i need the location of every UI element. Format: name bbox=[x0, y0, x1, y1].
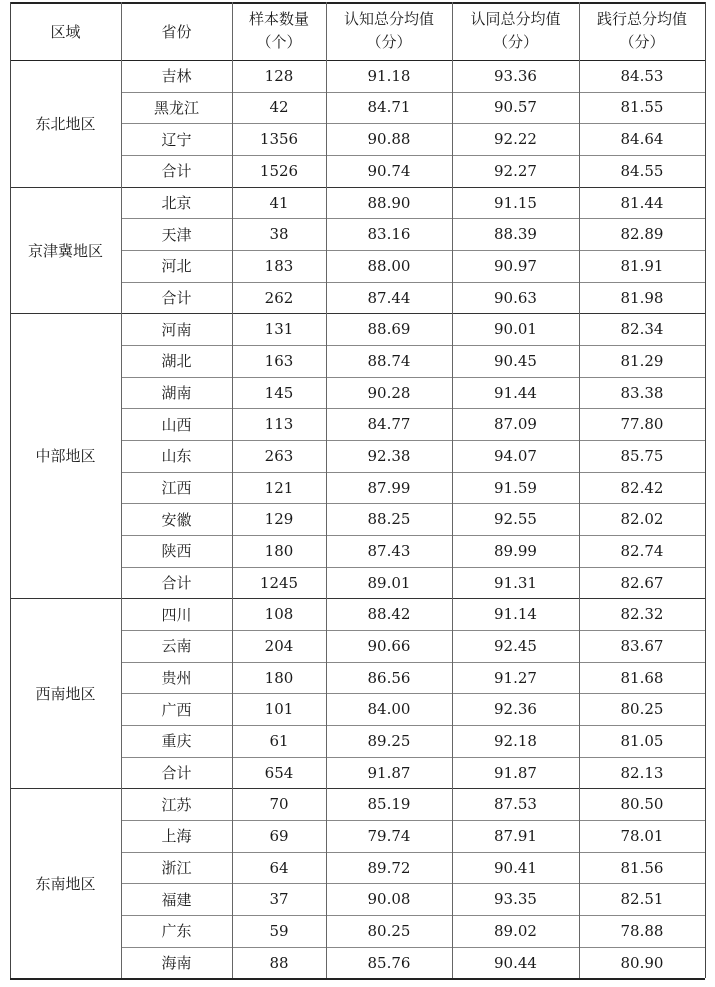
cognition-score-cell: 90.66 bbox=[367, 636, 411, 655]
province-cell: 广东 bbox=[161, 922, 192, 941]
identity-score-cell: 90.41 bbox=[494, 858, 537, 877]
header-identity-score-unit: （分） bbox=[492, 33, 538, 51]
province-cell: 合计 bbox=[161, 162, 192, 181]
table-top-border bbox=[10, 2, 705, 4]
identity-score-cell: 91.14 bbox=[494, 605, 537, 624]
column-divider bbox=[326, 2, 327, 978]
identity-score-cell: 91.27 bbox=[494, 668, 537, 687]
sample-count-cell: 41 bbox=[269, 193, 289, 212]
practice-score-cell: 81.56 bbox=[620, 858, 664, 877]
header-sample-count-unit: （个） bbox=[256, 33, 302, 51]
identity-score-cell: 93.36 bbox=[494, 66, 537, 85]
sample-count-cell: 64 bbox=[269, 858, 289, 877]
province-cell: 吉林 bbox=[161, 67, 192, 86]
cognition-score-cell: 88.74 bbox=[367, 351, 411, 370]
practice-score-cell: 83.38 bbox=[620, 383, 664, 402]
cognition-score-cell: 88.69 bbox=[367, 320, 411, 339]
cognition-score-cell: 90.08 bbox=[367, 890, 411, 909]
identity-score-cell: 92.22 bbox=[494, 130, 537, 149]
cognition-score-cell: 91.18 bbox=[367, 66, 411, 85]
practice-score-cell: 81.68 bbox=[620, 668, 664, 687]
practice-score-cell: 78.88 bbox=[620, 921, 664, 940]
identity-score-cell: 90.63 bbox=[494, 288, 537, 307]
practice-score-cell: 77.80 bbox=[620, 415, 664, 434]
sample-count-cell: 1245 bbox=[259, 573, 299, 592]
header-cognition-score-line1: 认知总分均值 bbox=[343, 10, 434, 28]
identity-score-cell: 91.87 bbox=[494, 763, 537, 782]
header-sample-count-line1: 样本数量 bbox=[248, 10, 309, 28]
province-cell: 黑龙江 bbox=[153, 98, 199, 117]
province-cell: 上海 bbox=[161, 827, 192, 846]
sample-count-cell: 88 bbox=[269, 953, 289, 972]
column-divider bbox=[121, 2, 122, 978]
cognition-score-cell: 89.25 bbox=[367, 731, 411, 750]
sample-count-cell: 69 bbox=[269, 826, 289, 845]
identity-score-cell: 92.55 bbox=[494, 510, 537, 529]
sample-count-cell: 42 bbox=[269, 98, 289, 117]
region-cell: 中部地区 bbox=[35, 447, 96, 466]
identity-score-cell: 93.35 bbox=[494, 890, 537, 909]
header-cognition-score-unit: （分） bbox=[366, 33, 412, 51]
sample-count-cell: 654 bbox=[264, 763, 294, 782]
sample-count-cell: 204 bbox=[264, 636, 294, 655]
identity-score-cell: 91.15 bbox=[494, 193, 537, 212]
identity-score-cell: 87.09 bbox=[494, 415, 537, 434]
column-divider bbox=[452, 2, 453, 978]
sample-count-cell: 38 bbox=[269, 225, 289, 244]
identity-score-cell: 90.44 bbox=[494, 953, 537, 972]
sample-count-cell: 131 bbox=[264, 320, 294, 339]
province-cell: 山东 bbox=[161, 447, 192, 466]
practice-score-cell: 84.64 bbox=[620, 130, 664, 149]
identity-score-cell: 87.53 bbox=[494, 795, 537, 814]
cognition-score-cell: 90.28 bbox=[367, 383, 411, 402]
region-cell: 东南地区 bbox=[35, 874, 96, 893]
sample-count-cell: 101 bbox=[264, 700, 294, 719]
cognition-score-cell: 86.56 bbox=[367, 668, 411, 687]
header-identity-score bbox=[452, 2, 579, 60]
identity-score-cell: 89.02 bbox=[494, 921, 537, 940]
cognition-score-cell: 85.19 bbox=[367, 795, 411, 814]
cognition-score-cell: 87.43 bbox=[367, 541, 411, 560]
sample-count-cell: 1526 bbox=[259, 161, 299, 180]
province-cell: 辽宁 bbox=[161, 130, 192, 149]
header-identity-score-line1: 认同总分均值 bbox=[470, 10, 561, 28]
header-practice-score-line1: 践行总分均值 bbox=[596, 10, 687, 28]
practice-score-cell: 82.32 bbox=[620, 605, 664, 624]
province-cell: 山西 bbox=[161, 415, 192, 434]
column-divider bbox=[232, 2, 233, 978]
cognition-score-cell: 79.74 bbox=[367, 826, 411, 845]
practice-score-cell: 84.55 bbox=[620, 161, 664, 180]
practice-score-cell: 81.44 bbox=[620, 193, 664, 212]
province-cell: 河北 bbox=[161, 257, 192, 276]
province-cell: 福建 bbox=[161, 890, 192, 909]
identity-score-cell: 94.07 bbox=[494, 446, 537, 465]
region-cell: 东北地区 bbox=[35, 114, 96, 133]
sample-count-cell: 128 bbox=[264, 66, 294, 85]
header-cognition-score bbox=[326, 2, 452, 60]
practice-score-cell: 82.13 bbox=[620, 763, 664, 782]
cognition-score-cell: 85.76 bbox=[367, 953, 411, 972]
column-divider bbox=[10, 2, 11, 978]
province-cell: 四川 bbox=[161, 605, 192, 624]
cognition-score-cell: 87.99 bbox=[367, 478, 411, 497]
practice-score-cell: 83.67 bbox=[620, 636, 664, 655]
identity-score-cell: 92.36 bbox=[494, 700, 537, 719]
sample-count-cell: 121 bbox=[264, 478, 294, 497]
province-cell: 合计 bbox=[161, 574, 192, 593]
header-province: 省份 bbox=[161, 22, 192, 41]
header-sample-count bbox=[232, 2, 326, 60]
practice-score-cell: 84.53 bbox=[620, 66, 664, 85]
cognition-score-cell: 88.25 bbox=[367, 510, 411, 529]
practice-score-cell: 85.75 bbox=[620, 446, 664, 465]
identity-score-cell: 92.18 bbox=[494, 731, 537, 750]
sample-count-cell: 163 bbox=[264, 351, 294, 370]
identity-score-cell: 91.31 bbox=[494, 573, 537, 592]
header-practice-score-unit: （分） bbox=[619, 33, 665, 51]
province-cell: 陕西 bbox=[161, 542, 192, 561]
sample-count-cell: 180 bbox=[264, 668, 294, 687]
province-cell: 湖南 bbox=[161, 384, 192, 403]
sample-count-cell: 59 bbox=[269, 921, 289, 940]
province-cell: 江西 bbox=[161, 479, 192, 498]
identity-score-cell: 87.91 bbox=[494, 826, 537, 845]
cognition-score-cell: 88.42 bbox=[367, 605, 411, 624]
cognition-score-cell: 84.71 bbox=[367, 98, 411, 117]
sample-count-cell: 1356 bbox=[259, 130, 299, 149]
cognition-score-cell: 91.87 bbox=[367, 763, 411, 782]
cognition-score-cell: 88.00 bbox=[367, 256, 411, 275]
identity-score-cell: 91.59 bbox=[494, 478, 537, 497]
cognition-score-cell: 92.38 bbox=[367, 446, 411, 465]
sample-count-cell: 145 bbox=[264, 383, 294, 402]
province-cell: 浙江 bbox=[161, 859, 192, 878]
province-cell: 重庆 bbox=[161, 732, 192, 751]
cognition-score-cell: 87.44 bbox=[367, 288, 411, 307]
cognition-score-cell: 90.88 bbox=[367, 130, 411, 149]
sample-count-cell: 113 bbox=[264, 415, 294, 434]
province-cell: 广西 bbox=[161, 700, 192, 719]
practice-score-cell: 78.01 bbox=[620, 826, 664, 845]
practice-score-cell: 82.74 bbox=[620, 541, 664, 560]
practice-score-cell: 80.25 bbox=[620, 700, 664, 719]
cognition-score-cell: 89.72 bbox=[367, 858, 411, 877]
cognition-score-cell: 90.74 bbox=[367, 161, 411, 180]
header-region: 区域 bbox=[50, 22, 81, 41]
practice-score-cell: 81.98 bbox=[620, 288, 664, 307]
province-cell: 云南 bbox=[161, 637, 192, 656]
cognition-score-cell: 84.00 bbox=[367, 700, 411, 719]
sample-count-cell: 37 bbox=[269, 890, 289, 909]
identity-score-cell: 90.97 bbox=[494, 256, 537, 275]
practice-score-cell: 82.02 bbox=[620, 510, 664, 529]
sample-count-cell: 263 bbox=[264, 446, 294, 465]
identity-score-cell: 90.57 bbox=[494, 98, 537, 117]
practice-score-cell: 81.29 bbox=[620, 351, 664, 370]
cognition-score-cell: 88.90 bbox=[367, 193, 411, 212]
practice-score-cell: 82.67 bbox=[620, 573, 664, 592]
identity-score-cell: 92.45 bbox=[494, 636, 537, 655]
practice-score-cell: 81.05 bbox=[620, 731, 664, 750]
table-bottom-border bbox=[10, 978, 705, 980]
cognition-score-cell: 80.25 bbox=[367, 921, 411, 940]
identity-score-cell: 88.39 bbox=[494, 225, 537, 244]
identity-score-cell: 91.44 bbox=[494, 383, 537, 402]
header-practice-score bbox=[579, 2, 705, 60]
province-cell: 海南 bbox=[161, 954, 192, 973]
province-cell: 河南 bbox=[161, 320, 192, 339]
sample-count-cell: 108 bbox=[264, 605, 294, 624]
sample-count-cell: 129 bbox=[264, 510, 294, 529]
province-cell: 北京 bbox=[161, 194, 192, 212]
sample-count-cell: 183 bbox=[264, 256, 294, 275]
sample-count-cell: 262 bbox=[264, 288, 294, 307]
region-cell: 京津冀地区 bbox=[27, 241, 103, 260]
province-cell: 贵州 bbox=[161, 669, 192, 688]
cognition-score-cell: 83.16 bbox=[367, 225, 411, 244]
identity-score-cell: 90.45 bbox=[494, 351, 537, 370]
practice-score-cell: 80.50 bbox=[620, 795, 664, 814]
sample-count-cell: 70 bbox=[269, 795, 289, 814]
cognition-score-cell: 89.01 bbox=[367, 573, 411, 592]
column-divider bbox=[705, 2, 706, 978]
sample-count-cell: 180 bbox=[264, 541, 294, 560]
identity-score-cell: 90.01 bbox=[494, 320, 537, 339]
identity-score-cell: 89.99 bbox=[494, 541, 537, 560]
province-cell: 湖北 bbox=[161, 352, 192, 371]
sample-count-cell: 61 bbox=[269, 731, 289, 750]
practice-score-cell: 81.55 bbox=[620, 98, 664, 117]
practice-score-cell: 82.51 bbox=[620, 890, 664, 909]
province-cell: 江苏 bbox=[161, 795, 192, 814]
identity-score-cell: 92.27 bbox=[494, 161, 537, 180]
practice-score-cell: 82.89 bbox=[620, 225, 664, 244]
cognition-score-cell: 84.77 bbox=[367, 415, 411, 434]
province-cell: 天津 bbox=[161, 225, 192, 244]
province-cell: 合计 bbox=[161, 289, 192, 308]
province-cell: 安徽 bbox=[161, 510, 192, 529]
practice-score-cell: 82.42 bbox=[620, 478, 664, 497]
practice-score-cell: 80.90 bbox=[620, 953, 664, 972]
province-cell: 合计 bbox=[161, 764, 192, 783]
column-divider bbox=[579, 2, 580, 978]
region-cell: 西南地区 bbox=[35, 684, 96, 703]
practice-score-cell: 81.91 bbox=[620, 256, 664, 275]
practice-score-cell: 82.34 bbox=[620, 320, 664, 339]
